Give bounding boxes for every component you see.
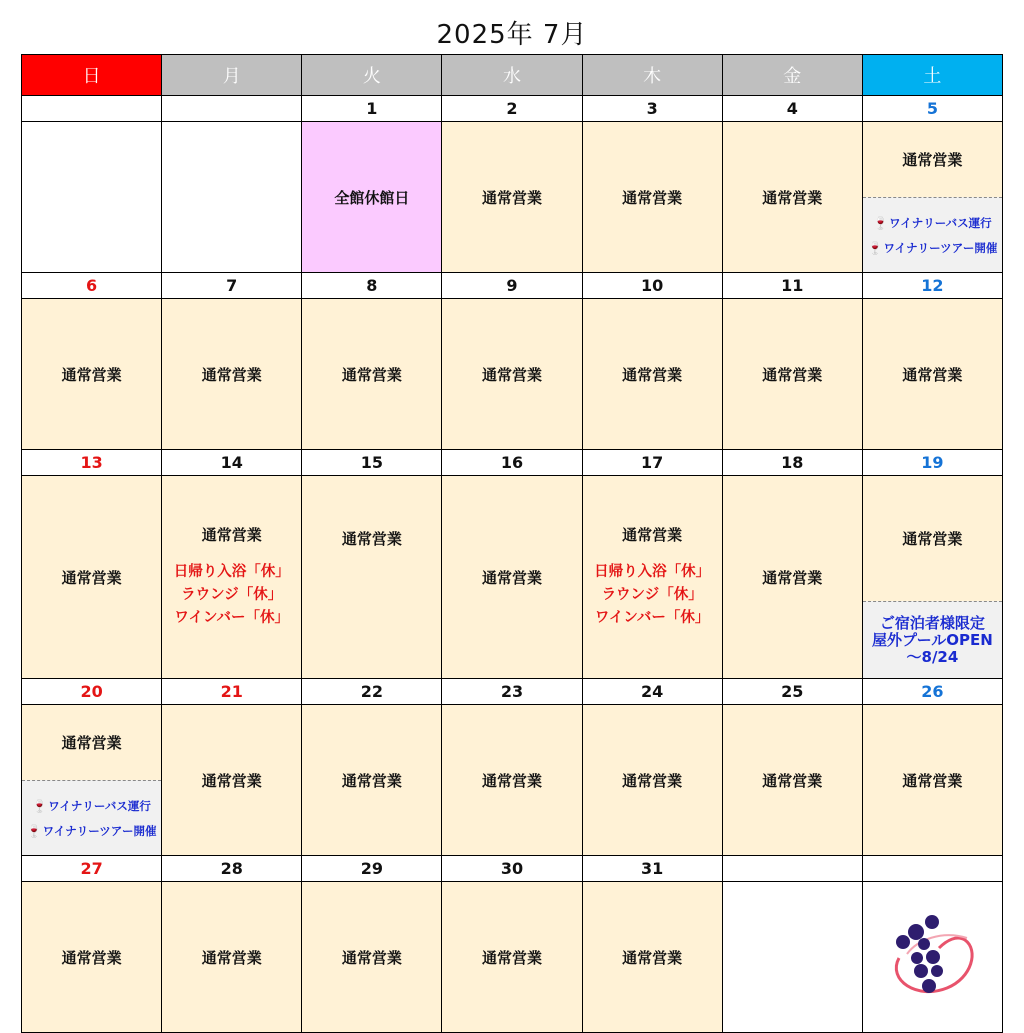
date-number: 29 (302, 856, 442, 882)
day-cell (302, 299, 442, 450)
open-label: 通常営業 (902, 771, 963, 790)
date-number: 20 (22, 679, 162, 705)
date-number: 24 (582, 679, 722, 705)
date-number: 2 (442, 96, 582, 122)
date-number: 1 (302, 96, 442, 122)
day-cell (22, 299, 162, 450)
date-number (862, 856, 1002, 882)
weekday-tue: 火 (302, 55, 442, 96)
week-1-dates (22, 96, 1003, 122)
date-number: 23 (442, 679, 582, 705)
open-label: 通常営業 (902, 530, 963, 548)
winery-bus-label: ワイナリーバス運行 (48, 798, 151, 813)
open-label: 通常営業 (902, 151, 963, 169)
day-cell (162, 882, 302, 1033)
date-number: 12 (862, 273, 1002, 299)
weekday-thu: 木 (582, 55, 722, 96)
week-4-status (22, 705, 1003, 856)
week-2-status (22, 299, 1003, 450)
open-label: 通常営業 (341, 771, 402, 790)
date-number: 9 (442, 273, 582, 299)
day-cell (582, 122, 722, 273)
winery-tour-label: ワイナリーツアー開催 (42, 823, 157, 838)
open-label: 通常営業 (201, 948, 262, 967)
grape-logo-icon (877, 910, 987, 1000)
pool-notice (863, 601, 1002, 678)
day-cell (862, 122, 1002, 273)
winery-tour-label: ワイナリーツアー開催 (883, 240, 998, 255)
date-number: 30 (442, 856, 582, 882)
day-cell (722, 705, 862, 856)
date-number: 31 (582, 856, 722, 882)
weekday-mon: 月 (162, 55, 302, 96)
date-number: 16 (442, 450, 582, 476)
date-number: 19 (862, 450, 1002, 476)
day-cell (722, 299, 862, 450)
day-cell (22, 705, 162, 856)
weekday-wed: 水 (442, 55, 582, 96)
day-cell (722, 476, 862, 679)
day-cell (442, 122, 582, 273)
wine-glass-icon: 🍷 (867, 240, 883, 255)
date-number: 3 (582, 96, 722, 122)
date-number: 13 (22, 450, 162, 476)
open-label: 通常営業 (762, 771, 823, 790)
calendar-title: 2025年 7月 (436, 20, 588, 50)
open-label: 通常営業 (481, 771, 542, 790)
pool-line-1: ご宿泊者様限定 (879, 613, 985, 632)
date-number: 6 (22, 273, 162, 299)
open-label: 通常営業 (201, 526, 262, 544)
lounge-closed-label: ラウンジ「休」 (601, 587, 703, 603)
day-cell (582, 705, 722, 856)
week-3-status (22, 476, 1003, 679)
pool-line-3: ～8/24 (906, 647, 959, 666)
day-cell (162, 705, 302, 856)
open-label: 通常営業 (341, 365, 402, 384)
date-number: 14 (162, 450, 302, 476)
week-1-status (22, 122, 1003, 273)
week-4-dates (22, 679, 1003, 705)
date-number (722, 856, 862, 882)
day-cell (582, 299, 722, 450)
wine-glass-icon: 🍷 (32, 798, 48, 813)
date-number: 27 (22, 856, 162, 882)
day-cell (862, 476, 1002, 679)
weekday-sun: 日 (22, 55, 162, 96)
open-label: 通常営業 (622, 771, 683, 790)
weekday-header-row (22, 55, 1003, 96)
date-number (22, 96, 162, 122)
open-label: 通常営業 (61, 734, 122, 752)
wine-glass-icon: 🍷 (873, 215, 889, 230)
open-label: 通常営業 (762, 188, 823, 207)
day-cell (22, 882, 162, 1033)
day-cell (442, 882, 582, 1033)
open-label: 通常営業 (61, 948, 122, 967)
empty-day-cell (162, 122, 302, 273)
week-5-dates (22, 856, 1003, 882)
lounge-closed-label: ラウンジ「休」 (181, 587, 283, 603)
calendar-grid (21, 54, 1003, 1033)
day-cell (302, 882, 442, 1033)
day-bath-closed-label: 日帰り入浴「休」 (594, 564, 711, 580)
open-label: 通常営業 (622, 188, 683, 207)
week-2-dates (22, 273, 1003, 299)
open-label: 通常営業 (902, 365, 963, 384)
day-cell (162, 476, 302, 679)
open-label: 通常営業 (481, 948, 542, 967)
open-label: 通常営業 (341, 530, 402, 548)
open-label: 通常営業 (201, 365, 262, 384)
open-label: 通常営業 (481, 188, 542, 207)
open-label: 通常営業 (61, 365, 122, 384)
open-label: 通常営業 (201, 771, 262, 790)
date-number: 11 (722, 273, 862, 299)
event-box (22, 780, 161, 855)
day-bath-closed-label: 日帰り入浴「休」 (173, 564, 290, 580)
date-number: 8 (302, 273, 442, 299)
day-cell (442, 705, 582, 856)
week-3-dates (22, 450, 1003, 476)
date-number: 10 (582, 273, 722, 299)
empty-day-cell (22, 122, 162, 273)
weekday-sat: 土 (862, 55, 1002, 96)
day-cell (442, 476, 582, 679)
day-cell (862, 705, 1002, 856)
open-label: 通常営業 (61, 568, 122, 587)
day-cell (22, 476, 162, 679)
date-number: 7 (162, 273, 302, 299)
date-number: 5 (862, 96, 1002, 122)
winery-bus-label: ワイナリーバス運行 (889, 215, 992, 230)
event-box (863, 197, 1002, 272)
day-cell (302, 705, 442, 856)
open-label: 通常営業 (622, 365, 683, 384)
day-cell (862, 299, 1002, 450)
open-label: 通常営業 (762, 568, 823, 587)
open-label: 通常営業 (481, 365, 542, 384)
date-number: 17 (582, 450, 722, 476)
day-cell (162, 299, 302, 450)
day-cell (442, 299, 582, 450)
date-number: 22 (302, 679, 442, 705)
wine-bar-closed-label: ワインバー「休」 (594, 610, 710, 626)
wine-bar-closed-label: ワインバー「休」 (174, 610, 289, 626)
open-label: 通常営業 (481, 568, 542, 587)
weekday-fri: 金 (722, 55, 862, 96)
pool-line-2: 屋外プールOPEN (872, 630, 993, 649)
open-label: 通常営業 (762, 365, 823, 384)
day-cell (722, 122, 862, 273)
open-label: 通常営業 (622, 526, 683, 544)
open-label: 通常営業 (622, 948, 683, 967)
empty-day-cell (722, 882, 862, 1033)
day-cell (582, 882, 722, 1033)
closed-label: 全館休館日 (334, 188, 410, 207)
date-number-holiday: 21 (162, 679, 302, 705)
day-cell (582, 476, 722, 679)
open-label: 通常営業 (341, 948, 402, 967)
date-number: 28 (162, 856, 302, 882)
date-number (162, 96, 302, 122)
wine-glass-icon: 🍷 (26, 823, 42, 838)
day-cell (302, 476, 442, 679)
date-number: 18 (722, 450, 862, 476)
logo-cell (862, 882, 1002, 1033)
week-5-status (22, 882, 1003, 1033)
date-number: 26 (862, 679, 1002, 705)
date-number: 25 (722, 679, 862, 705)
day-cell (302, 122, 442, 273)
date-number: 15 (302, 450, 442, 476)
date-number: 4 (722, 96, 862, 122)
